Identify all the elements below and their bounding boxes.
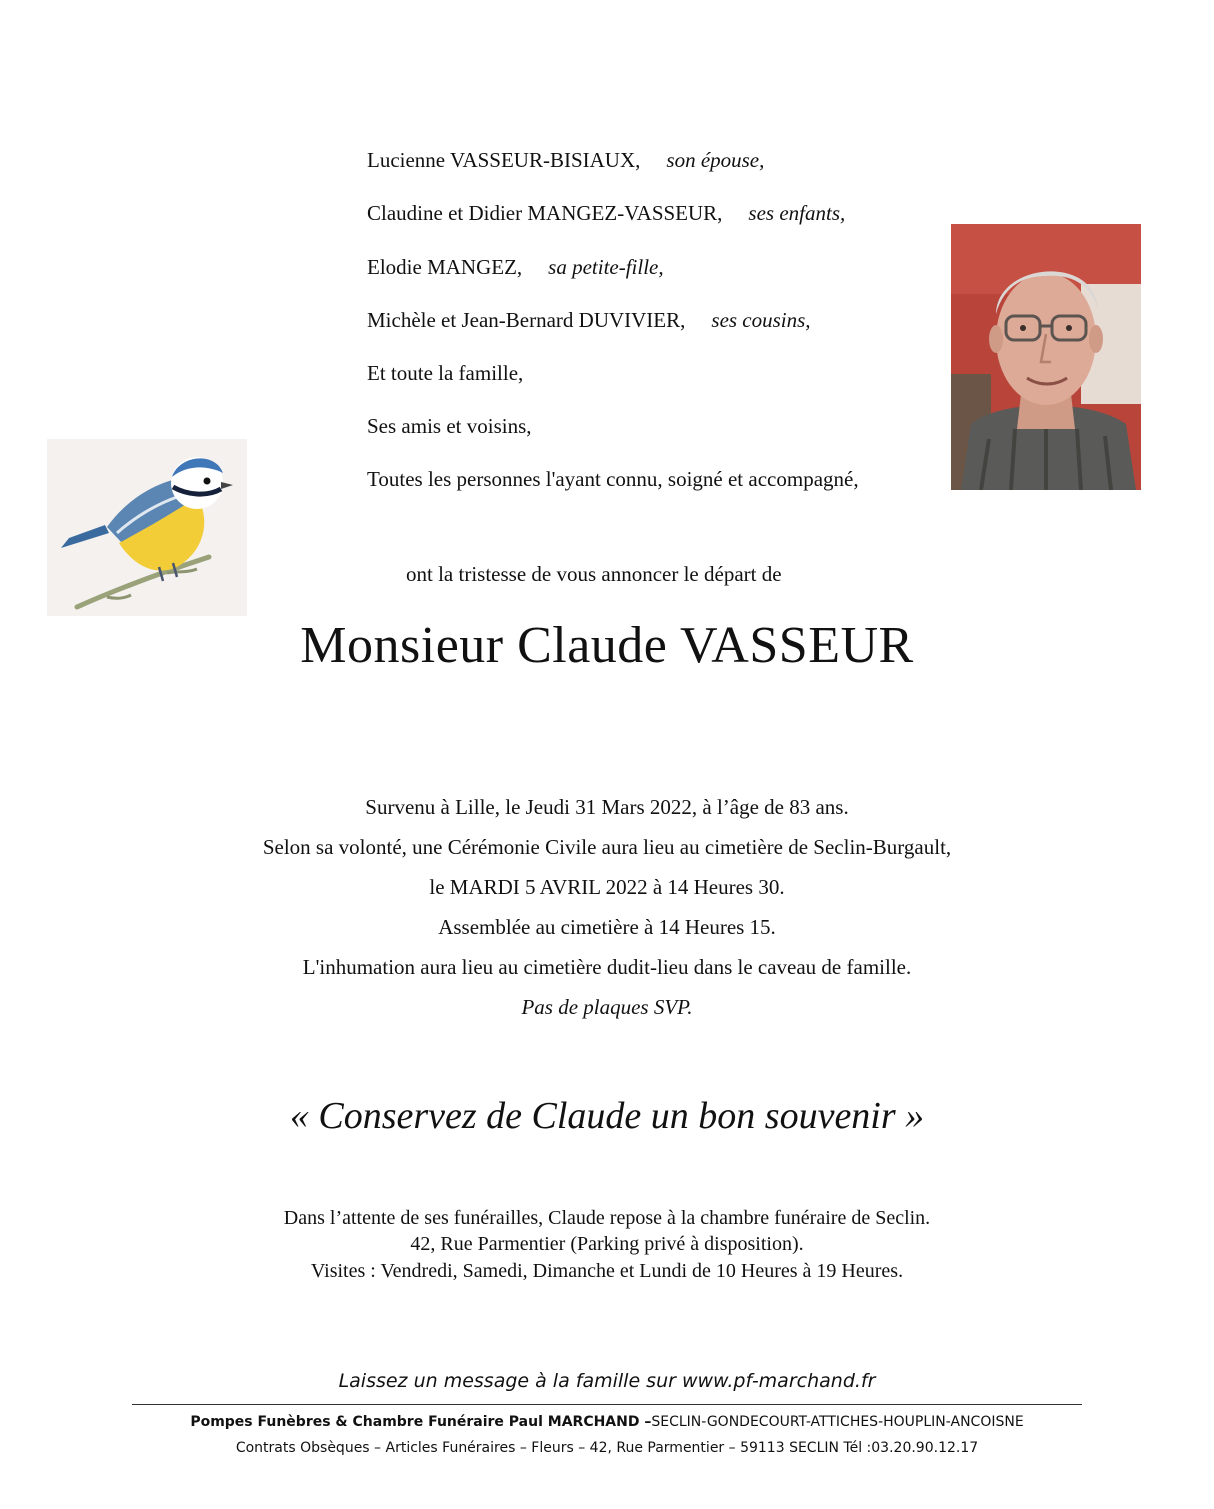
memorial-quote: « Conservez de Claude un bon souvenir » [289, 1095, 925, 1137]
blue-tit-illustration [47, 439, 247, 616]
footer-company-line [0, 1414, 1214, 1430]
family-member-name: Ses amis et voisins, [367, 414, 532, 438]
message-invite: Laissez un message à la famille sur www.pf-marchand.fr [338, 1370, 876, 1392]
announcement-text: ont la tristesse de vous annoncer le départ de [406, 562, 782, 586]
detail-ceremony: Selon sa volonté, une Cérémonie Civile aura lieu au cimetière de Seclin-Burgault, [262, 835, 952, 859]
family-line-granddaughter [367, 255, 664, 280]
family-line-whole-family [367, 361, 523, 386]
bird-icon [47, 439, 247, 616]
visitation-location: Dans l’attente de ses funérailles, Claude repose à la chambre funéraire de Seclin. [283, 1207, 931, 1229]
detail-burial: L'inhumation aura lieu au cimetière dudit-lieu dans le caveau de famille. [302, 955, 912, 979]
family-line-everyone [367, 467, 859, 492]
visitation-address: 42, Rue Parmentier (Parking privé à disposition). [410, 1233, 804, 1255]
no-plaques-note: Pas de plaques SVP. [521, 995, 693, 1019]
family-member-role: son épouse, [666, 148, 765, 172]
family-member-role: sa petite-fille, [548, 255, 664, 279]
family-member-name: Michèle et Jean-Bernard DUVIVIER, [367, 308, 686, 332]
family-member-name: Et toute la famille, [367, 361, 524, 385]
family-member-name: Toutes les personnes l'ayant connu, soigné et accompagné, [367, 467, 859, 491]
family-line-cousins [367, 308, 811, 333]
portrait-icon [951, 224, 1141, 490]
family-member-name: Elodie MANGEZ, [367, 255, 523, 279]
footer-company: Pompes Funèbres & Chambre Funéraire Paul MARCHAND – [190, 1414, 652, 1430]
family-line-spouse [367, 148, 764, 173]
family-member-name: Claudine et Didier MANGEZ-VASSEUR, [367, 201, 723, 225]
family-member-role: ses enfants, [748, 201, 846, 225]
family-member-role: ses cousins, [711, 308, 811, 332]
family-member-name: Lucienne VASSEUR-BISIAUX, [367, 148, 641, 172]
family-line-children [367, 201, 845, 226]
footer-divider [132, 1404, 1082, 1405]
portrait-photo [951, 224, 1141, 490]
footer-contact: Contrats Obsèques – Articles Funéraires – Fleurs – 42, Rue Parmentier – 59113 SECLIN Tél :03.20.90.12.17 [235, 1440, 979, 1456]
detail-assembly: Assemblée au cimetière à 14 Heures 15. [438, 915, 776, 939]
deceased-name: Monsieur Claude VASSEUR [300, 617, 914, 674]
detail-death: Survenu à Lille, le Jeudi 31 Mars 2022, à l’âge de 83 ans. [365, 795, 849, 819]
family-line-friends [367, 414, 532, 439]
visitation-hours: Visites : Vendredi, Samedi, Dimanche et Lundi de 10 Heures à 19 Heures. [310, 1260, 904, 1282]
footer-locations: SECLIN-GONDECOURT-ATTICHES-HOUPLIN-ANCOISNE [651, 1414, 1024, 1430]
detail-ceremony-date: le MARDI 5 AVRIL 2022 à 14 Heures 30. [429, 875, 785, 899]
